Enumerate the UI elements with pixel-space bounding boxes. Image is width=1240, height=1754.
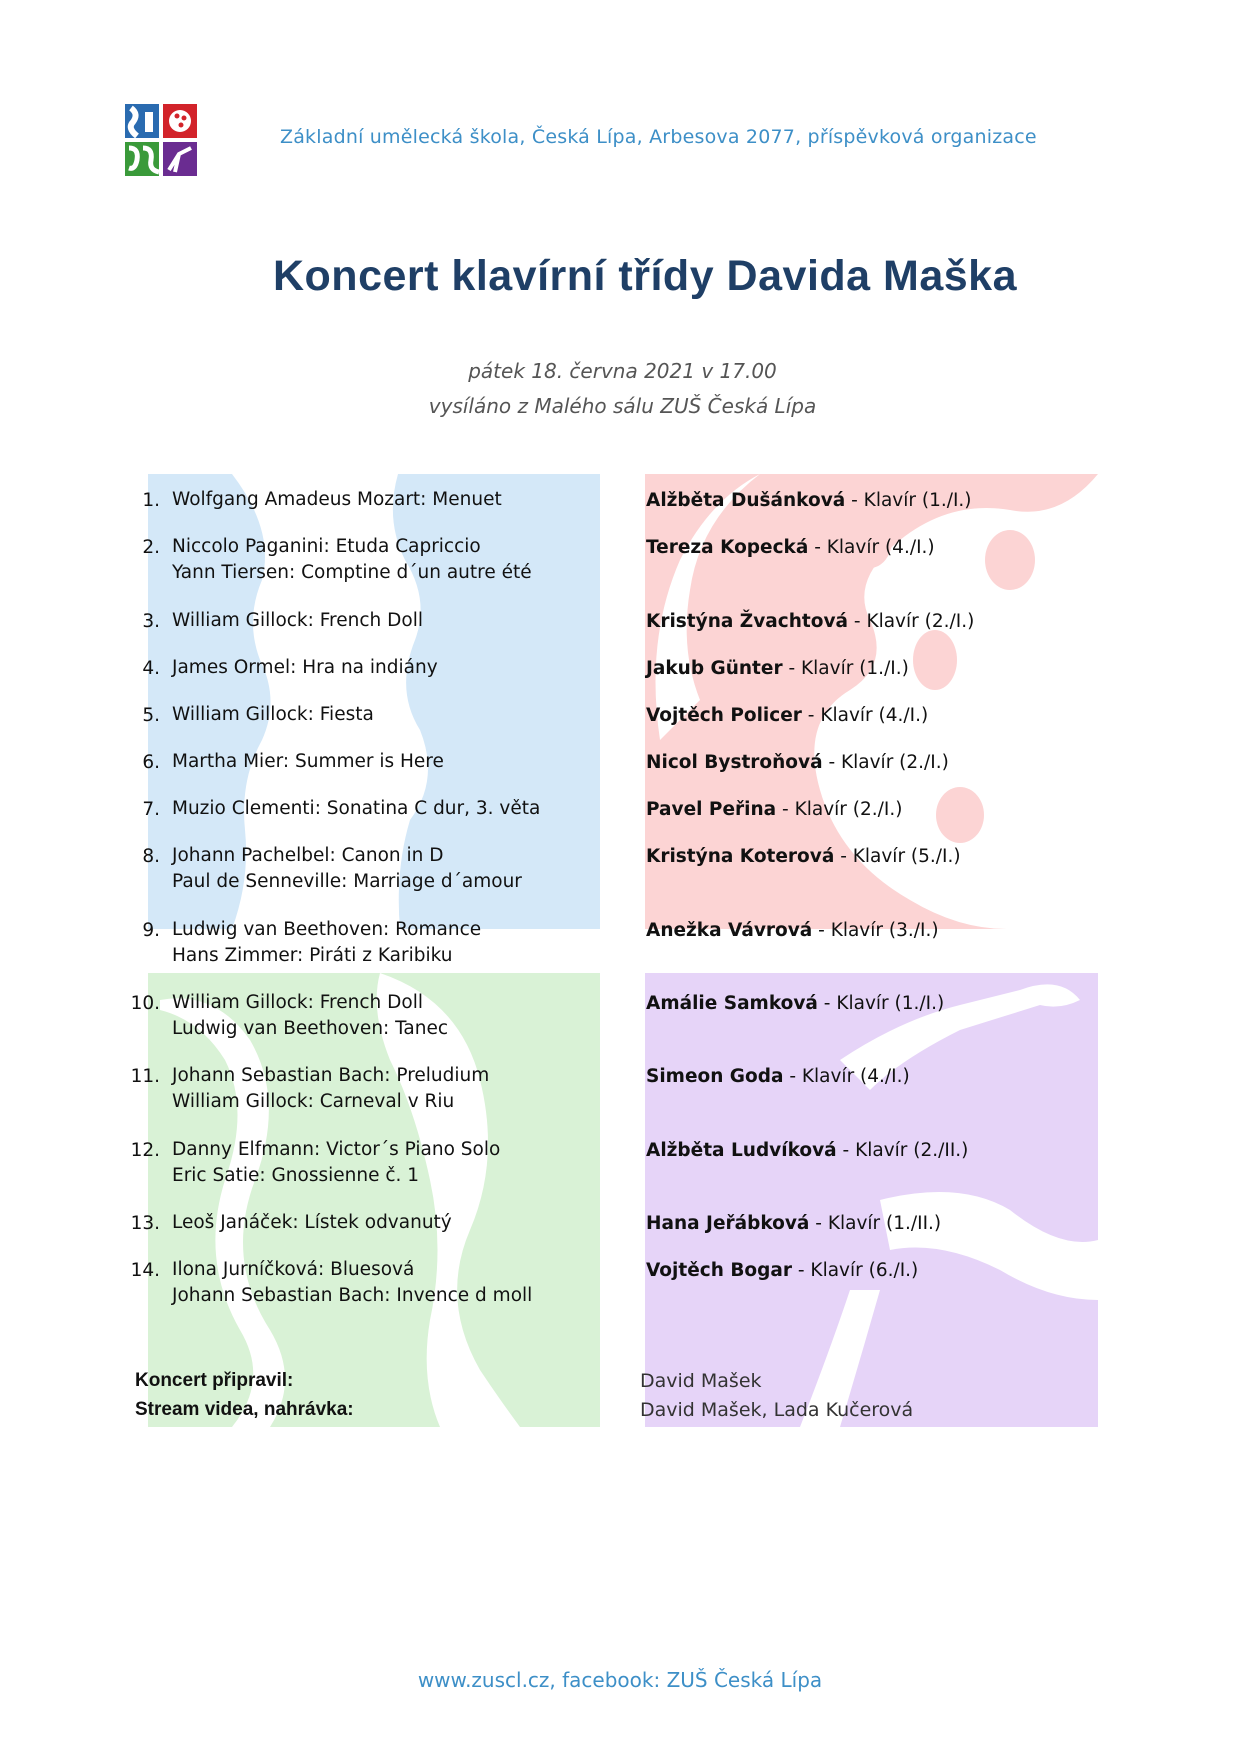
performer-class: - Klavír (2./I.) bbox=[848, 611, 975, 632]
program-piece: Niccolo Paganini: Etuda Capriccio bbox=[172, 536, 481, 557]
program-piece: Wolfgang Amadeus Mozart: Menuet bbox=[172, 489, 502, 510]
performer-name: Pavel Peřina bbox=[646, 799, 777, 820]
program-piece: Paul de Senneville: Marriage d´amour bbox=[172, 871, 522, 892]
performer-class: - Klavír (4./I.) bbox=[783, 1066, 910, 1087]
performer bbox=[646, 1213, 941, 1234]
performer-class: - Klavír (2./II.) bbox=[836, 1140, 969, 1161]
program-number: 6. bbox=[142, 752, 160, 773]
performer bbox=[646, 799, 902, 820]
program-number: 7. bbox=[142, 799, 160, 820]
program-number: 12. bbox=[130, 1140, 160, 1161]
performer-name: Vojtěch Policer bbox=[646, 705, 802, 726]
performer-name: Kristýna Koterová bbox=[646, 846, 835, 867]
program-piece: Johann Pachelbel: Canon in D bbox=[172, 845, 444, 866]
performer-class: - Klavír (4./I.) bbox=[801, 705, 929, 726]
school-name: Základní umělecká škola, Česká Lípa, Arbesova 2077, příspěvková organizace bbox=[280, 126, 1037, 148]
program-piece: William Gillock: Carneval v Riu bbox=[172, 1091, 455, 1112]
footer-links: www.zuscl.cz, facebook: ZUŠ Česká Lípa bbox=[417, 1668, 823, 1692]
performer-name: Alžběta Ludvíková bbox=[646, 1140, 837, 1161]
performer-name: Jakub Günter bbox=[646, 658, 783, 679]
performer-class: - Klavír (1./II.) bbox=[809, 1213, 942, 1234]
program-piece: Johann Sebastian Bach: Preludium bbox=[172, 1065, 490, 1086]
credit-label-stream: Stream videa, nahrávka: bbox=[135, 1399, 354, 1420]
program-piece: William Gillock: French Doll bbox=[172, 992, 423, 1013]
performer bbox=[646, 752, 949, 773]
performer bbox=[646, 1260, 918, 1281]
program-piece: Leoš Janáček: Lístek odvanutý bbox=[172, 1212, 452, 1233]
performer-class: - Klavír (5./I.) bbox=[834, 846, 961, 867]
performer bbox=[646, 1066, 910, 1087]
performer bbox=[646, 611, 974, 632]
performer bbox=[646, 1140, 968, 1161]
concert-venue: vysíláno z Malého sálu ZUŠ Česká Lípa bbox=[428, 394, 817, 418]
performer-class: - Klavír (1./I.) bbox=[845, 490, 972, 511]
performer bbox=[646, 846, 961, 867]
performer bbox=[646, 993, 944, 1014]
performer-class: - Klavír (2./I.) bbox=[822, 752, 949, 773]
performer-name: Anežka Vávrová bbox=[646, 920, 813, 941]
performer bbox=[646, 490, 972, 511]
concert-date: pátek 18. června 2021 v 17.00 bbox=[468, 359, 777, 383]
program-number: 13. bbox=[130, 1213, 160, 1234]
performer-name: Tereza Kopecká bbox=[646, 537, 809, 558]
credit-value-stream: David Mašek, Lada Kučerová bbox=[640, 1399, 914, 1421]
performer-class: - Klavír (2./I.) bbox=[776, 799, 903, 820]
program-piece: Ludwig van Beethoven: Tanec bbox=[172, 1018, 449, 1039]
performer-name: Nicol Bystroňová bbox=[646, 752, 823, 773]
program-number: 5. bbox=[142, 705, 160, 726]
performer-name: Simeon Goda bbox=[646, 1066, 784, 1087]
program-piece: Eric Satie: Gnossienne č. 1 bbox=[172, 1165, 420, 1186]
performer-name: Amálie Samková bbox=[646, 993, 818, 1014]
program-number: 8. bbox=[142, 846, 160, 867]
performer bbox=[646, 920, 939, 941]
program-number: 1. bbox=[142, 490, 160, 511]
program-piece: Johann Sebastian Bach: Invence d moll bbox=[172, 1285, 533, 1306]
performer-class: - Klavír (3./I.) bbox=[812, 920, 939, 941]
program-number: 9. bbox=[142, 920, 160, 941]
credit-value-prepared: David Mašek bbox=[640, 1370, 762, 1392]
performer-name: Alžběta Dušánková bbox=[646, 490, 846, 511]
performer-name: Kristýna Žvachtová bbox=[646, 611, 849, 632]
performer bbox=[646, 658, 909, 679]
performer-class: - Klavír (4./I.) bbox=[808, 537, 935, 558]
program-piece: Yann Tiersen: Comptine d´un autre été bbox=[172, 562, 532, 583]
performer-name: Hana Jeřábková bbox=[646, 1213, 810, 1234]
program-piece: Muzio Clementi: Sonatina C dur, 3. věta bbox=[172, 798, 541, 819]
program-piece: Ludwig van Beethoven: Romance bbox=[172, 919, 482, 940]
performer-name: Vojtěch Bogar bbox=[646, 1260, 792, 1281]
program-number: 10. bbox=[130, 993, 160, 1014]
program-piece: Martha Mier: Summer is Here bbox=[172, 751, 444, 772]
program-number: 2. bbox=[142, 537, 160, 558]
credit-label-prepared: Koncert připravil: bbox=[135, 1370, 294, 1391]
page-title: Koncert klavírní třídy Davida Maška bbox=[272, 252, 1017, 300]
program-piece: Danny Elfmann: Victor´s Piano Solo bbox=[172, 1139, 501, 1160]
performer-class: - Klavír (6./I.) bbox=[792, 1260, 919, 1281]
performer-class: - Klavír (1./I.) bbox=[817, 993, 945, 1014]
program-piece: William Gillock: Fiesta bbox=[172, 704, 374, 725]
program-piece: William Gillock: French Doll bbox=[172, 610, 423, 631]
program-number: 3. bbox=[142, 611, 160, 632]
program-number: 4. bbox=[142, 658, 160, 679]
program-piece: Ilona Jurníčková: Bluesová bbox=[172, 1259, 415, 1280]
performer-class: - Klavír (1./I.) bbox=[782, 658, 909, 679]
program-number: 11. bbox=[130, 1066, 160, 1087]
program-piece: Hans Zimmer: Piráti z Karibiku bbox=[172, 945, 453, 966]
program-number: 14. bbox=[130, 1260, 160, 1281]
performer bbox=[646, 537, 935, 558]
program-piece: James Ormel: Hra na indiány bbox=[172, 657, 438, 678]
performer bbox=[646, 705, 928, 726]
